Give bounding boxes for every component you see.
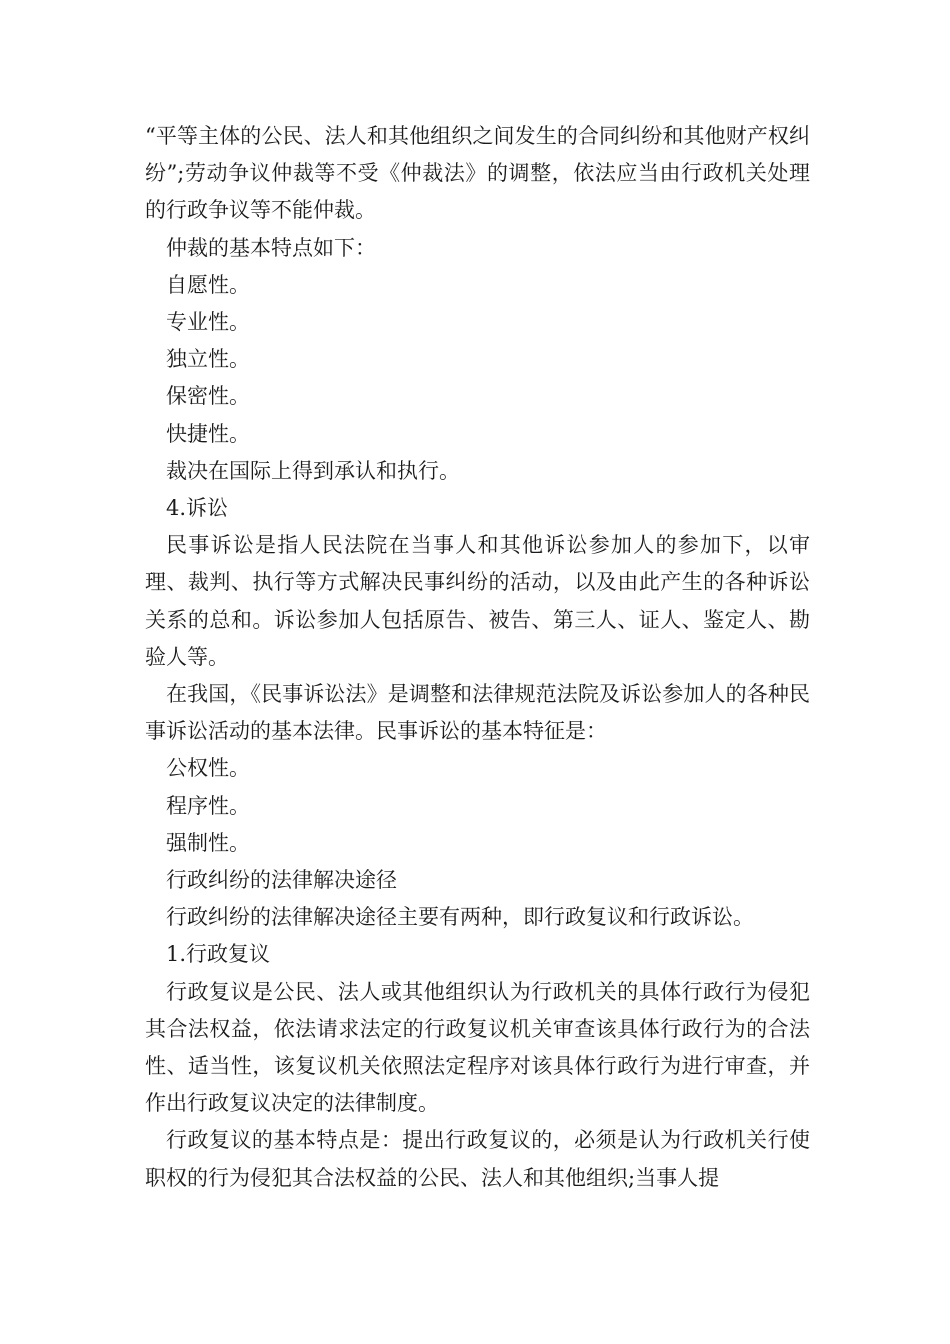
section-heading: 行政纠纷的法律解决途径 <box>166 868 397 893</box>
list-item: 自愿性。 <box>166 272 250 297</box>
document-body <box>145 118 810 1197</box>
paragraph: 行政纠纷的法律解决途径主要有两种，即行政复议和行政诉讼。 <box>166 905 754 930</box>
paragraph: 行政复议的基本特点是：提出行政复议的，必须是认为行政机关行使职权的行为侵犯其合法权益的公民、法人和其他组织;当事人提 <box>145 1128 810 1190</box>
paragraph: 仲裁的基本特点如下： <box>166 235 376 260</box>
list-item: 专业性。 <box>166 310 250 335</box>
list-item: 公权性。 <box>166 756 250 781</box>
list-item: 强制性。 <box>166 830 250 855</box>
paragraph: 在我国，《民事诉讼法》是调整和法律规范法院及诉讼参加人的各种民事诉讼活动的基本法律。民事诉讼的基本特征是： <box>145 682 810 744</box>
paragraph: “平等主体的公民、法人和其他组织之间发生的合同纠纷和其他财产权纠纷”;劳动争议仲裁等不受《仲裁法》的调整，依法应当由行政机关处理的行政争议等不能仲裁。 <box>145 124 810 223</box>
section-heading: 1.行政复议 <box>166 942 271 967</box>
list-item: 裁决在国际上得到承认和执行。 <box>166 458 460 483</box>
paragraph: 民事诉讼是指人民法院在当事人和其他诉讼参加人的参加下，以审理、裁判、执行等方式解决民事纠纷的活动，以及由此产生的各种诉讼关系的总和。诉讼参加人包括原告、被告、第三人、证人、鉴定人、勘验人等。 <box>145 533 810 669</box>
list-item: 保密性。 <box>166 384 250 409</box>
list-item: 快捷性。 <box>166 421 250 446</box>
paragraph: 行政复议是公民、法人或其他组织认为行政机关的具体行政行为侵犯其合法权益，依法请求法定的行政复议机关审查该具体行政行为的合法性、适当性，该复议机关依照法定程序对该具体行政行为进行审查，并作出行政复议决定的法律制度。 <box>145 979 810 1116</box>
list-item: 程序性。 <box>166 793 250 818</box>
section-heading: 4.诉讼 <box>166 496 229 521</box>
list-item: 独立性。 <box>166 347 250 372</box>
